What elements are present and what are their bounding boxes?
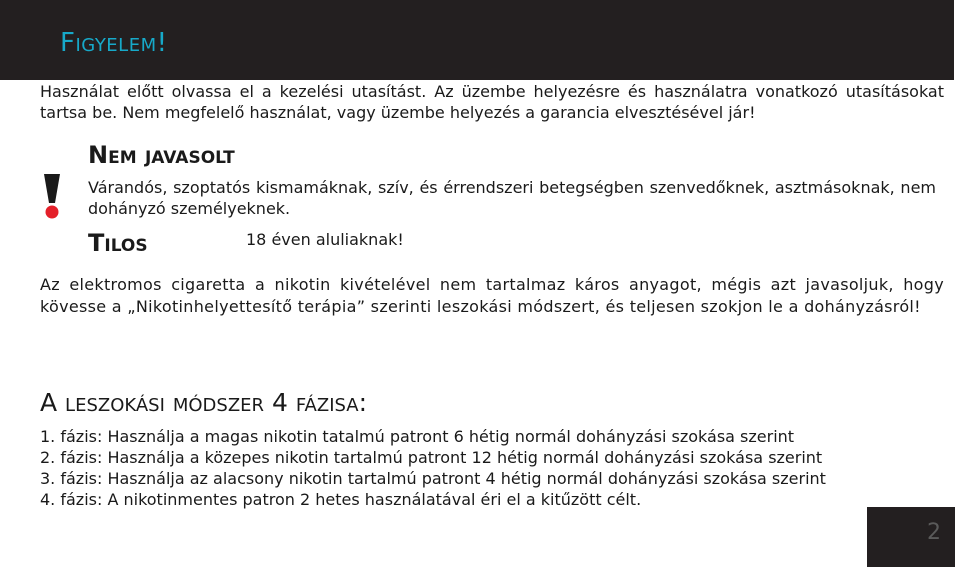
list-item: 4. fázis: A nikotinmentes patron 2 hetes használatával éri el a kitűzött célt. [40, 490, 642, 509]
not-recommended-text: Várandós, szoptatós kismamáknak, szív, és érrendszeri betegségben szenvedőknek, asztmásoknak, nem dohányzó személyeknek. [88, 178, 936, 218]
list-item: 2. fázis: Használja a közepes nikotin tartalmú patront 12 hétig normál dohányzási szokása szerint [40, 448, 823, 467]
not-recommended-heading: Nem javasolt [88, 141, 235, 169]
exclamation-icon [30, 173, 74, 219]
page-number-box [867, 507, 955, 567]
phase-list [40, 426, 940, 510]
header-bar [0, 0, 954, 80]
intro-text: Használat előtt olvassa el a kezelési utasítást. Az üzembe helyezésre és használatra vonatkozó utasításokat tartsa be. Nem megfelelő használat, vagy üzembe helyezés a garancia elvesztésével jár! [40, 82, 944, 122]
forbidden-heading: Tilos [88, 229, 148, 257]
list-item: 3. fázis: Használja az alacsony nikotin tartalmú patront 4 hétig normál dohányzási szokása szerint [40, 469, 826, 488]
page-title: Figyelem! [60, 28, 168, 58]
forbidden-text: 18 éven aluliaknak! [246, 230, 404, 249]
method-heading: A leszokási módszer 4 fázisa: [40, 388, 368, 417]
list-item: 1. fázis: Használja a magas nikotin tatalmú patront 6 hétig normál dohányzási szokása szerint [40, 427, 795, 446]
body-paragraph: Az elektromos cigaretta a nikotin kivételével nem tartalmaz káros anyagot, mégis azt javasoljuk, hogy kövesse a „Nikotinhelyettesítő terápia” szerinti leszokási módszert, és teljesen szokjon le a dohányzásról! [40, 275, 944, 316]
page-number: 2 [927, 520, 941, 545]
